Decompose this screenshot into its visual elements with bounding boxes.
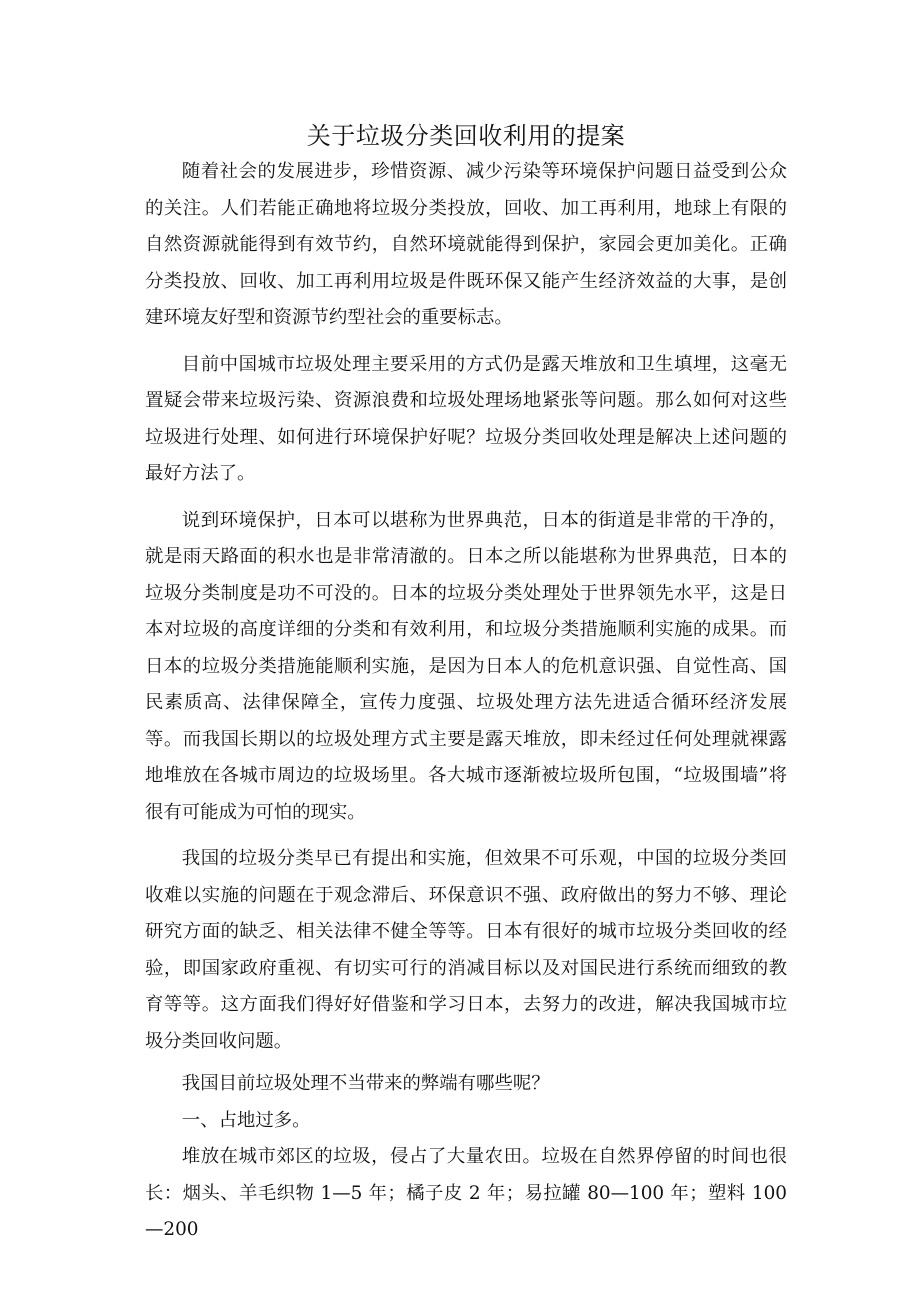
document-title: 关于垃圾分类回收利用的提案 — [306, 122, 626, 150]
section-heading-land-use: 一、占地过多。 — [181, 1109, 311, 1131]
paragraph-land-use: 堆放在城市郊区的垃圾，侵占了大量农田。垃圾在自然界停留的时间也很长：烟头、羊毛织物 1—5 年；橘子皮 2 年；易拉罐 80—100 年；塑料 100—200 — [145, 1146, 787, 1240]
document-body — [145, 118, 787, 1249]
paragraph-japan-example: 说到环境保护，日本可以堪称为世界典范，日本的街道是非常的干净的，就是雨天路面的积水也是非常清澈的。日本之所以能堪称为世界典范，日本的垃圾分类制度是功不可没的。日本的垃圾分类处理处于世界领先水平，这是日本对垃圾的高度详细的分类和有效利用，和垃圾分类措施顺利实施的成果。而日本的垃圾分类措施能顺利实施，是因为日本人的危机意识强、自觉性高、国民素质高、法律保障全，宣传力度强、垃圾处理方法先进适合循环经济发展等。而我国长期以的垃圾处理方式主要是露天堆放，即未经过任何处理就裸露地堆放在各城市周边的垃圾场里。各大城市逐渐被垃圾所包围，“垃圾围墙”将很有可能成为可怕的现实。 — [145, 509, 787, 823]
paragraph-china-problems: 我国的垃圾分类早已有提出和实施，但效果不可乐观，中国的垃圾分类回收难以实施的问题在于观念滞后、环保意识不强、政府做出的努力不够、理论研究方面的缺乏、相关法律不健全等等。日本有很好的城市垃圾分类回收的经验，即国家政府重视、有切实可行的消减目标以及对国民进行系统而细致的教育等等。这方面我们得好好借鉴和学习日本，去努力的改进，解决我国城市垃圾分类回收问题。 — [145, 848, 787, 1052]
paragraph-intro: 随着社会的发展进步，珍惜资源、减少污染等环境保护问题日益受到公众的关注。人们若能正确地将垃圾分类投放，回收、加工再利用，地球上有限的自然资源就能得到有效节约，自然环境就能得到保护，家园会更加美化。正确分类投放、回收、加工再利用垃圾是件既环保又能产生经济效益的大事，是创建环境友好型和资源节约型社会的重要标志。 — [145, 161, 787, 328]
paragraph-question: 我国目前垃圾处理不当带来的弊端有哪些呢？ — [181, 1073, 550, 1094]
paragraph-current-situation: 目前中国城市垃圾处理主要采用的方式仍是露天堆放和卫生填埋，这毫无置疑会带来垃圾污染、资源浪费和垃圾处理场地紧张等问题。那么如何对这些垃圾进行处理、如何进行环境保护好呢？垃圾分类回收处理是解决上述问题的最好方法了。 — [145, 353, 787, 484]
